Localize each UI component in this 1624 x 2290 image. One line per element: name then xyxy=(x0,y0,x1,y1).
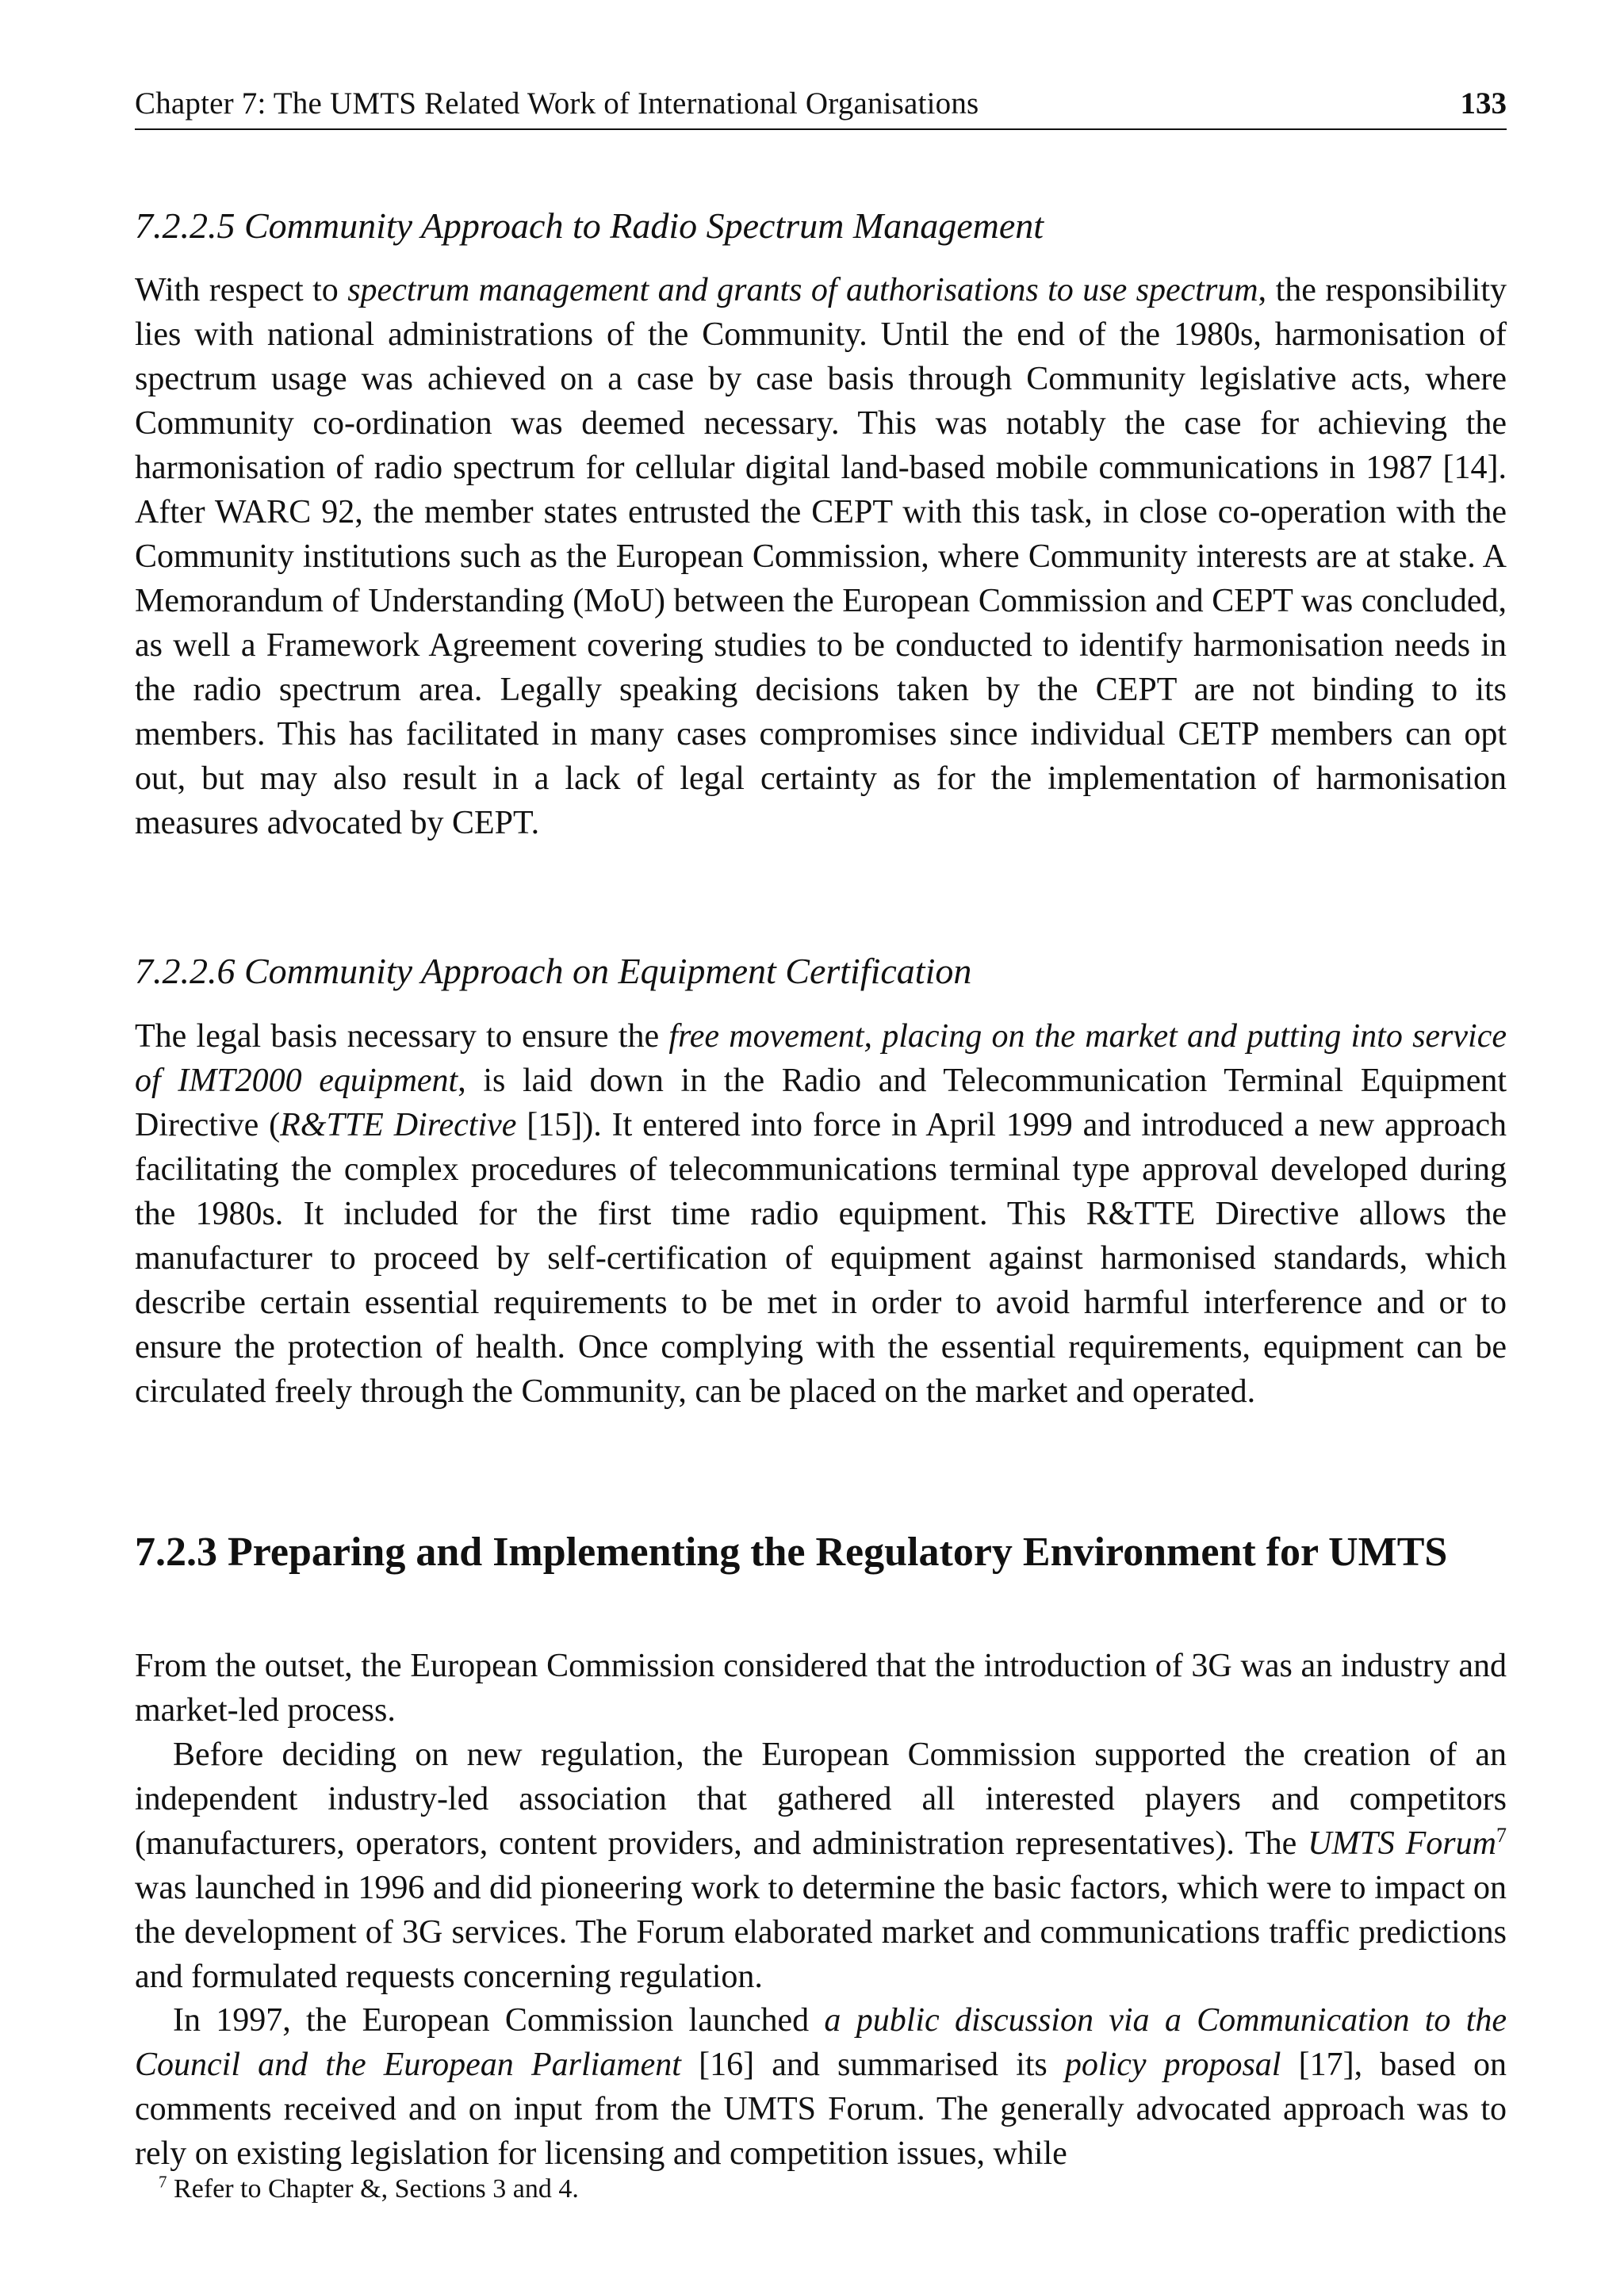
text-run: [16] and summarised its xyxy=(680,2047,1065,2083)
text-run: , is laid down in the Radio and Telecommunication Terminal Equipment Directive ( xyxy=(135,1063,1507,1143)
running-header xyxy=(135,86,1507,130)
footnote-number: 7 xyxy=(159,2172,167,2192)
text-run: , the responsibility lies with national administrations of the Community. Until the end of the 1980s, harmonisation of spectrum usage was achieved on a case by case basis through Community legislative acts, where Community co-ordination was deemed necessary. This was notably the case for achieving the harmonisation of radio spectrum for cellular digital land-based mobile communications in 1987 [14]. After WARC 92, the member states entrusted the CEPT with this task, in close co-operation with the Community institutions such as the European Commission, where Community interests are at stake. A Memorandum of Understanding (MoU) between the European Commission and CEPT was concluded, as well a Framework Agreement covering studies to be conducted to identify harmonisation needs in the radio spectrum area. Legally speaking decisions taken by the CEPT are not binding to its members. This has facilitated in many cases compromises since individual CETP members can opt out, but may also result in a lack of legal certainty as for the implementation of harmonisation measures advocated by CEPT. xyxy=(135,272,1507,841)
emphasis-text: policy proposal xyxy=(1064,2047,1281,2083)
text-run: With respect to xyxy=(135,272,348,308)
text-run: Before deciding on new regulation, the European Commission supported the creation of an independent industry-led association that gathered all interested players and competitors (manufacturers, operators, content providers, and administration representatives). The xyxy=(135,1737,1507,1862)
page-number: 133 xyxy=(1460,86,1507,121)
subsection-heading-7226: 7.2.2.6 Community Approach on Equipment Certification xyxy=(135,951,972,991)
subsection-heading-7225: 7.2.2.5 Community Approach to Radio Spectrum Management xyxy=(135,205,1044,246)
text-run: [17], based on comments received and on input from the UMTS Forum. The generally advocated approach was to rely on existing legislation for licensing and competition issues, while xyxy=(135,2047,1507,2172)
emphasis-text: free movement, placing on the market and putting into service of IMT2000 equipment xyxy=(135,1018,1507,1099)
footnote-marker[interactable]: 7 xyxy=(1496,1824,1507,1847)
emphasis-text: UMTS Forum xyxy=(1308,1825,1496,1862)
text-run: [15]). It entered into force in April 1999 and introduced a new approach facilitating the complex procedures of telecommunications terminal type approval developed during the 1980s. It included for the first time radio equipment. This R&TTE Directive allows the manufacturer to proceed by self-certification of equipment against harmonised standards, which describe certain essential requirements to be met in order to avoid harmful interference and or to ensure the protection of health. Once complying with the essential requirements, equipment can be circulated freely through the Community, can be placed on the market and operated. xyxy=(135,1107,1507,1410)
emphasis-text: R&TTE Directive xyxy=(280,1107,517,1143)
text-run: The legal basis necessary to ensure the xyxy=(135,1018,669,1055)
paragraph-umts-forum xyxy=(135,1733,1507,1999)
text-run: was launched in 1996 and did pioneering work to determine the basic factors, which were to impact on the development of 3G services. The Forum elaborated market and communications traffic predictions and formulated requests concerning regulation. xyxy=(135,1870,1507,1995)
chapter-title: Chapter 7: The UMTS Related Work of International Organisations xyxy=(135,86,979,121)
paragraph-public-discussion xyxy=(135,1998,1507,2176)
emphasis-text: spectrum management and grants of authorisations to use spectrum xyxy=(347,272,1258,308)
paragraph-spectrum-management xyxy=(135,268,1507,845)
paragraph-outset: From the outset, the European Commission considered that the introduction of 3G was an industry and market-led process. xyxy=(135,1648,1507,1729)
paragraph-equipment-certification xyxy=(135,1014,1507,1414)
footnote xyxy=(159,2174,579,2204)
footnote-text: Refer to Chapter &, Sections 3 and 4. xyxy=(167,2174,579,2204)
text-run: In 1997, the European Commission launched xyxy=(173,2002,825,2039)
section-heading-723: 7.2.3 Preparing and Implementing the Regulatory Environment for UMTS xyxy=(135,1530,1448,1575)
emphasis-text: a public discussion via a Communication to the Council and the European Parliament xyxy=(135,2002,1507,2083)
